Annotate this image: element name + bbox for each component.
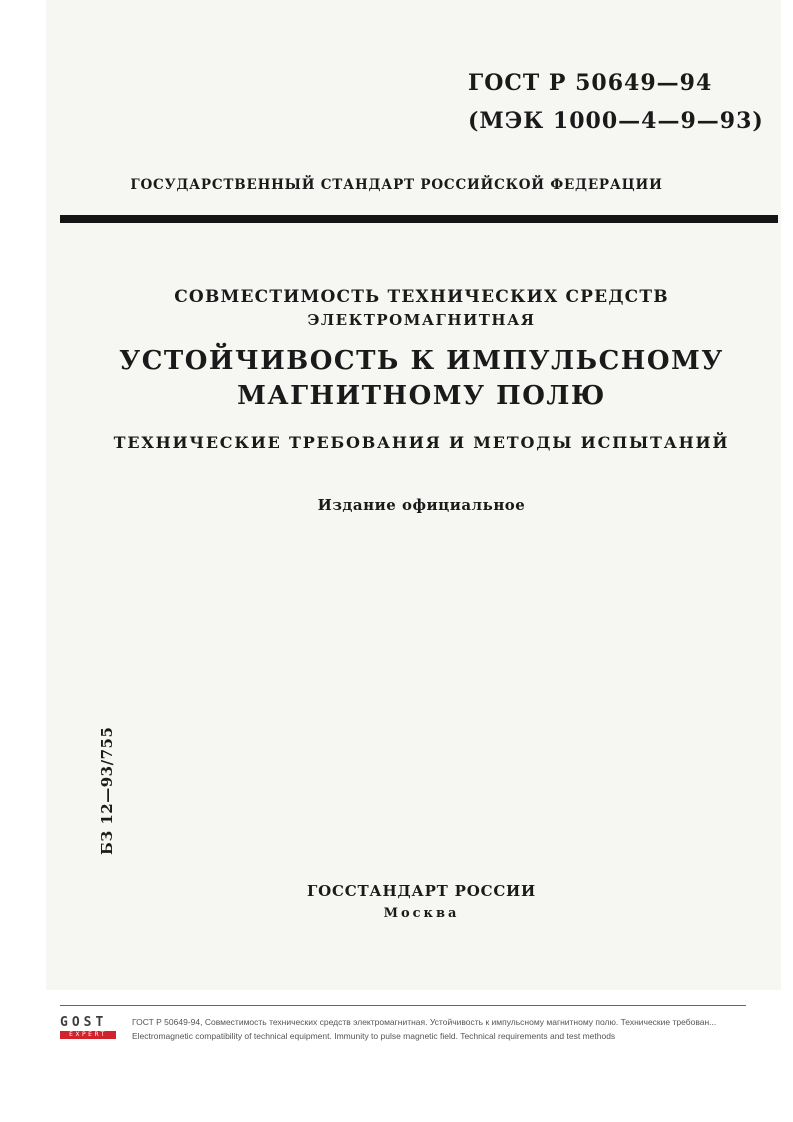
- gost-code: ГОСТ Р 50649—94: [468, 70, 713, 96]
- title-line-1: СОВМЕСТИМОСТЬ ТЕХНИЧЕСКИХ СРЕДСТВ: [174, 287, 669, 307]
- main-title-line-2: МАГНИТНОМУ ПОЛЮ: [237, 381, 606, 411]
- iec-code: (МЭК 1000—4—9—93): [468, 108, 764, 134]
- header-divider: [60, 215, 778, 223]
- side-code: БЗ 12—93/755: [98, 726, 116, 855]
- logo-text-bottom: EXPERT: [60, 1031, 116, 1039]
- logo-text-top: GOST: [60, 1015, 108, 1030]
- main-title-line-1: УСТОЙЧИВОСТЬ К ИМПУЛЬСНОМУ: [119, 346, 724, 376]
- footer-reference-ru: ГОСТ Р 50649-94, Совместимость технических средств электромагнитная. Устойчивость к импульсному магнитному полю. Технические требован...: [132, 1017, 717, 1027]
- footer-reference-en: Electromagnetic compatibility of technical equipment. Immunity to pulse magnetic field. Technical requirements and test methods: [132, 1031, 616, 1041]
- edition-label: Издание официальное: [317, 496, 526, 514]
- gost-expert-logo[interactable]: [60, 1017, 116, 1041]
- title-line-2: ЭЛЕКТРОМАГНИТНАЯ: [307, 311, 536, 329]
- subtitle: ТЕХНИЧЕСКИЕ ТРЕБОВАНИЯ И МЕТОДЫ ИСПЫТАНИЙ: [113, 433, 730, 452]
- footer-divider: [60, 1005, 746, 1006]
- document-page: [46, 0, 781, 990]
- publisher-city: Москва: [383, 906, 460, 921]
- state-standard-heading: ГОСУДАРСТВЕННЫЙ СТАНДАРТ РОССИЙСКОЙ ФЕДЕРАЦИИ: [130, 177, 663, 193]
- publisher-name: ГОССТАНДАРТ РОССИИ: [306, 882, 537, 900]
